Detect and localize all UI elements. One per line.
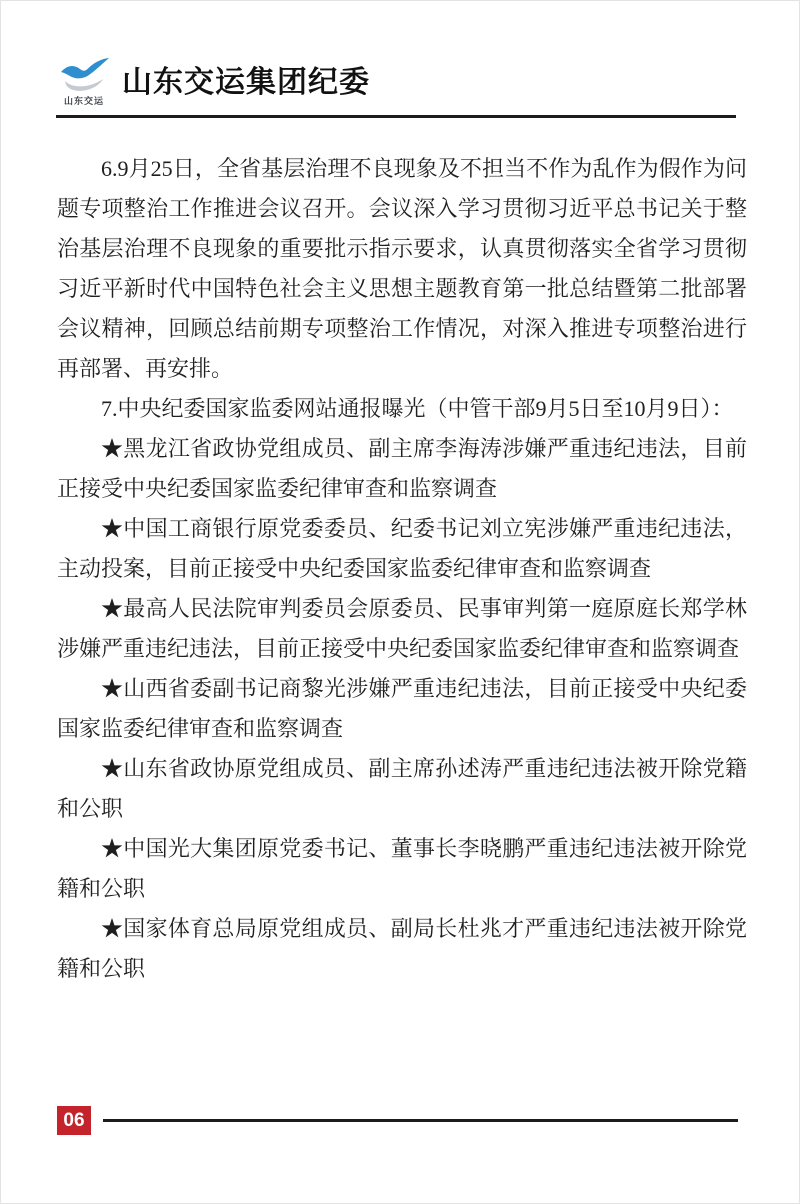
bird-swoosh-logo-icon bbox=[58, 55, 110, 93]
bulletin-item: ★山东省政协原党组成员、副主席孙述涛严重违纪违法被开除党籍和公职 bbox=[57, 756, 747, 821]
page-header bbox=[56, 55, 736, 118]
bulletin-item: ★国家体育总局原党组成员、副局长杜兆才严重违纪违法被开除党籍和公职 bbox=[57, 916, 747, 981]
page-footer bbox=[57, 1106, 738, 1135]
bulletin-item: ★山西省委副书记商黎光涉嫌严重违纪违法，目前正接受中央纪委国家监委纪律审查和监察调查 bbox=[57, 676, 747, 741]
bulletin-item: ★中国光大集团原党委书记、董事长李晓鹏严重违纪违法被开除党籍和公职 bbox=[57, 836, 747, 901]
bulletin-item: ★中国工商银行原党委委员、纪委书记刘立宪涉嫌严重违纪违法，主动投案，目前正接受中央纪委国家监委纪律审查和监察调查 bbox=[57, 516, 747, 581]
body-paragraph-7: 7.中央纪委国家监委网站通报曝光（中管干部9月5日至10月9日）： bbox=[101, 396, 734, 421]
page-number-badge: 06 bbox=[57, 1106, 91, 1135]
page-title: 山东交运集团纪委 bbox=[122, 66, 370, 99]
body-paragraph-6: 6.9月25日，全省基层治理不良现象及不担当不作为乱作为假作为问题专项整治工作推进会议召开。会议深入学习贯彻习近平总书记关于整治基层治理不良现象的重要批示指示要求，认真贯彻落实全省学习贯彻习近平新时代中国特色社会主义思想主题教育第一批总结暨第二批部署会议精神，回顾总结前期专项整治工作情况，对深入推进专项整治进行再部署、再安排。 bbox=[57, 156, 747, 381]
document-body bbox=[57, 149, 747, 989]
footer-divider bbox=[103, 1119, 738, 1122]
company-logo bbox=[56, 55, 112, 107]
bulletin-item: ★黑龙江省政协党组成员、副主席李海涛涉嫌严重违纪违法，目前正接受中央纪委国家监委纪律审查和监察调查 bbox=[57, 436, 747, 501]
logo-brand-text: 山东交运 bbox=[63, 96, 104, 106]
bulletin-item: ★最高人民法院审判委员会原委员、民事审判第一庭原庭长郑学林涉嫌严重违纪违法，目前正接受中央纪委国家监委纪律审查和监察调查 bbox=[57, 596, 747, 661]
